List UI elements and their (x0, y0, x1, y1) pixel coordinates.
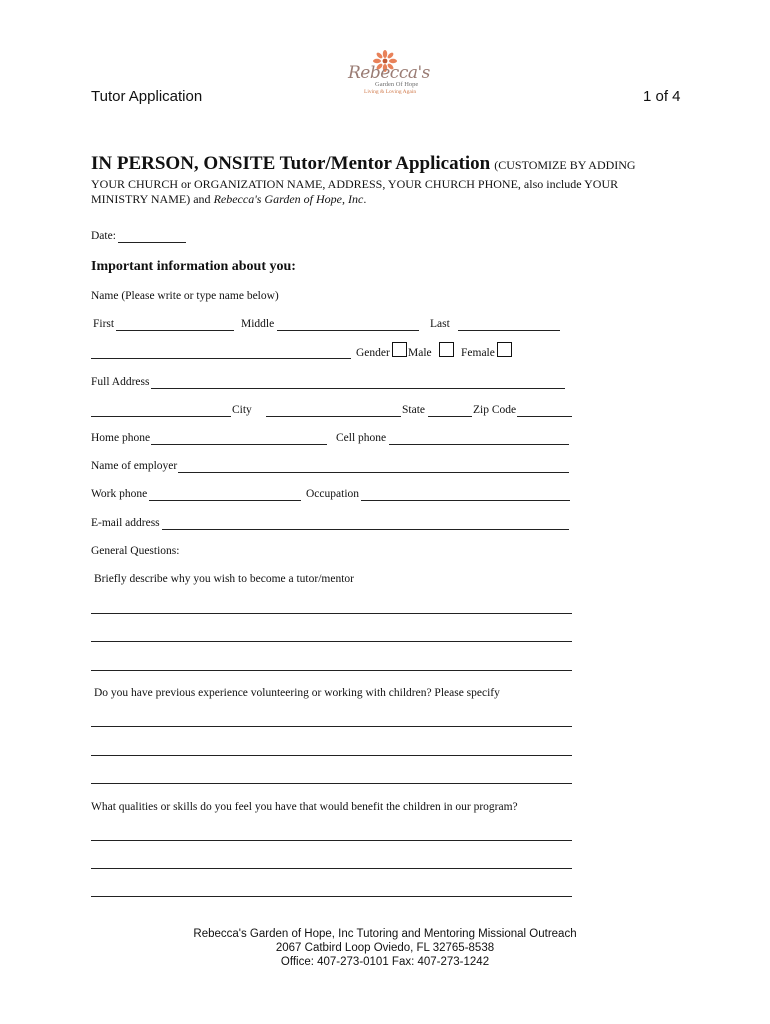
address-line2-field[interactable] (91, 416, 231, 417)
form-title-line3-org: Rebecca's Garden of Hope, Inc (213, 192, 364, 206)
answer-line[interactable] (91, 868, 572, 869)
answer-line[interactable] (91, 755, 572, 756)
zip-field[interactable] (517, 416, 572, 417)
footer-contact: Office: 407-273-0101 Fax: 407-273-1242 (280, 956, 490, 968)
last-name-label: Last (430, 318, 450, 330)
form-title-line3-text: MINISTRY NAME) and (91, 192, 214, 206)
female-checkbox[interactable] (497, 342, 512, 357)
general-questions-label: General Questions: (91, 545, 180, 557)
city-label: City (232, 404, 252, 416)
form-title-line3 (91, 192, 366, 207)
answer-line[interactable] (91, 783, 572, 784)
document-header-title: Tutor Application (91, 88, 203, 105)
section-heading: Important information about you: (91, 259, 296, 274)
logo-tagline: Living & Loving Again (364, 89, 417, 95)
question-3: What qualities or skills do you feel you have that would benefit the children in our program? (91, 801, 518, 813)
male-label: Male (408, 347, 432, 359)
female-label: Female (461, 347, 495, 359)
question-1: Briefly describe why you wish to become a tutor/mentor (94, 573, 354, 585)
zip-label: Zip Code (473, 404, 517, 416)
home-phone-label: Home phone (91, 432, 151, 444)
form-title-line2: YOUR CHURCH or ORGANIZATION NAME, ADDRESS, YOUR CHURCH PHONE, also include YOUR (91, 177, 619, 191)
answer-line[interactable] (91, 613, 572, 614)
name-instruction: Name (Please write or type name below) (91, 290, 279, 302)
form-title (91, 153, 691, 175)
page-number: 1 of 4 (643, 88, 681, 105)
state-label: State (402, 404, 425, 416)
female-checkbox-left[interactable] (439, 342, 454, 357)
question-2: Do you have previous experience volunteering or working with children? Please specify (94, 687, 500, 699)
work-phone-field[interactable] (149, 500, 301, 501)
answer-line[interactable] (91, 840, 572, 841)
cell-phone-field[interactable] (389, 444, 569, 445)
answer-line[interactable] (91, 896, 572, 897)
date-label: Date: (91, 230, 116, 242)
answer-line[interactable] (91, 670, 572, 671)
last-name-field[interactable] (458, 330, 560, 331)
middle-name-label: Middle (241, 318, 275, 330)
state-field[interactable] (428, 416, 472, 417)
employer-field[interactable] (178, 472, 569, 473)
employer-label: Name of employer (91, 460, 178, 472)
logo-name: Rebecca's (348, 63, 430, 83)
work-phone-label: Work phone (91, 488, 148, 500)
city-field[interactable] (266, 416, 401, 417)
full-name-field[interactable] (91, 358, 351, 359)
form-title-main: IN PERSON, ONSITE Tutor/Mentor Application (91, 153, 491, 174)
male-checkbox[interactable] (392, 342, 407, 357)
full-address-label: Full Address (91, 376, 150, 388)
occupation-label: Occupation (306, 488, 360, 500)
first-name-field[interactable] (116, 330, 234, 331)
logo-subtitle: Garden Of Hope (375, 81, 419, 88)
answer-line[interactable] (91, 726, 572, 727)
form-title-note: (CUSTOMIZE BY ADDING (494, 158, 636, 172)
form-title-line3-end: . (363, 192, 367, 206)
footer-address: 2067 Catbird Loop Oviedo, FL 32765-8538 (275, 942, 495, 954)
gender-label: Gender (356, 347, 390, 359)
middle-name-field[interactable] (277, 330, 419, 331)
cell-phone-label: Cell phone (336, 432, 387, 444)
home-phone-field[interactable] (151, 444, 327, 445)
email-field[interactable] (162, 529, 569, 530)
first-name-label: First (93, 318, 115, 330)
full-address-field[interactable] (151, 388, 565, 389)
date-field-line[interactable] (118, 242, 186, 243)
organization-logo (340, 48, 430, 98)
answer-line[interactable] (91, 641, 572, 642)
email-label: E-mail address (91, 517, 160, 529)
footer-organization: Rebecca's Garden of Hope, Inc Tutoring and Mentoring Missional Outreach (193, 928, 577, 940)
occupation-field[interactable] (361, 500, 570, 501)
